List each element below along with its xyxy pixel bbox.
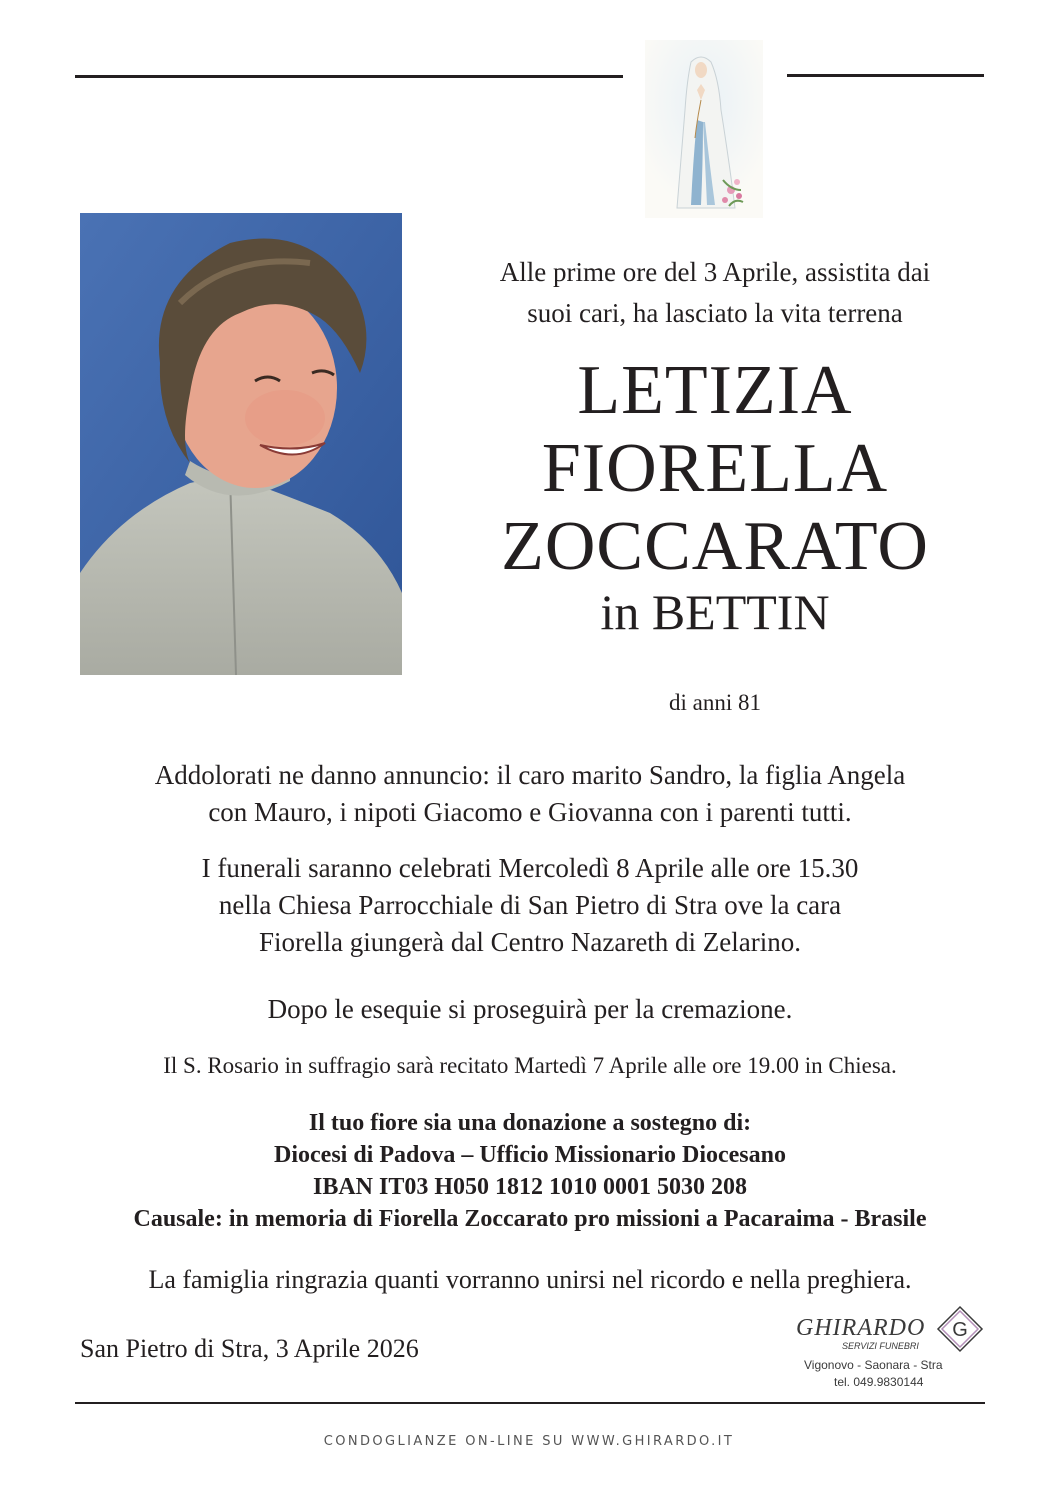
- intro-text: [430, 252, 1000, 333]
- rosary-note: Il S. Rosario in suffragio sarà recitato Martedì 7 Aprile alle ore 19.00 in Chiesa.: [163, 1053, 897, 1078]
- donation-line-2: Diocesi di Padova – Ufficio Missionario Diocesano: [274, 1142, 786, 1168]
- portrait-photo: [80, 213, 402, 675]
- first-name: LETIZIA: [577, 352, 853, 429]
- funeral-line-3: Fiorella giungerà dal Centro Nazareth di Zelarino.: [258, 927, 802, 957]
- funeral-home-subtitle: SERVIZI FUNEBRI: [842, 1341, 919, 1351]
- funeral-home-phone: tel. 049.9830144: [834, 1375, 924, 1389]
- funeral-home-logo: [790, 1305, 990, 1397]
- bottom-divider: [75, 1402, 985, 1404]
- middle-name: FIORELLA: [541, 430, 889, 507]
- donation-line-1: Il tuo fiore sia una donazione a sostegno di:: [308, 1110, 752, 1136]
- age: di anni 81: [669, 690, 761, 715]
- married-name: in BETTIN: [600, 584, 830, 640]
- intro-line-2: suoi cari, ha lasciato la vita terrena: [527, 297, 903, 328]
- funeral-home-towns: Vigonovo - Saonara - Stra: [804, 1358, 943, 1372]
- top-right-divider: [787, 74, 984, 77]
- donation-info: [60, 1107, 1000, 1235]
- funeral-line-2: nella Chiesa Parrocchiale di San Pietro di Stra ove la cara: [218, 890, 842, 920]
- funeral-line-1: I funerali saranno celebrati Mercoledì 8 Aprile alle ore 15.30: [201, 853, 859, 883]
- logo-mark-letter: G: [952, 1319, 968, 1341]
- diamond-logo-icon: [936, 1305, 984, 1353]
- top-left-divider: [75, 75, 623, 78]
- cremation-note: Dopo le esequie si proseguirà per la cremazione.: [267, 994, 793, 1024]
- madonna-image: [645, 40, 763, 218]
- announcement-line-1: Addolorati ne danno annuncio: il caro marito Sandro, la figlia Angela: [154, 760, 906, 790]
- intro-line-1: Alle prime ore del 3 Aprile, assistita dai: [499, 257, 931, 287]
- donation-iban: IBAN IT03 H050 1812 1010 0001 5030 208: [312, 1174, 748, 1200]
- funeral-details: [60, 850, 1000, 961]
- footer-condolences: CONDOGLIANZE ON-LINE SU WWW.GHIRARDO.IT: [323, 1434, 735, 1449]
- surname: ZOCCARATO: [501, 508, 929, 585]
- announcement-text: [60, 757, 1000, 831]
- deceased-name: [430, 352, 1000, 642]
- announcement-line-2: con Mauro, i nipoti Giacomo e Giovanna con i parenti tutti.: [208, 797, 852, 827]
- funeral-home-name: GHIRARDO: [796, 1315, 926, 1341]
- thanks-text: La famiglia ringrazia quanti vorranno unirsi nel ricordo e nella preghiera.: [148, 1265, 912, 1294]
- place-date: San Pietro di Stra, 3 Aprile 2026: [80, 1334, 419, 1363]
- donation-causale: Causale: in memoria di Fiorella Zoccarato pro missioni a Pacaraima - Brasile: [133, 1206, 927, 1232]
